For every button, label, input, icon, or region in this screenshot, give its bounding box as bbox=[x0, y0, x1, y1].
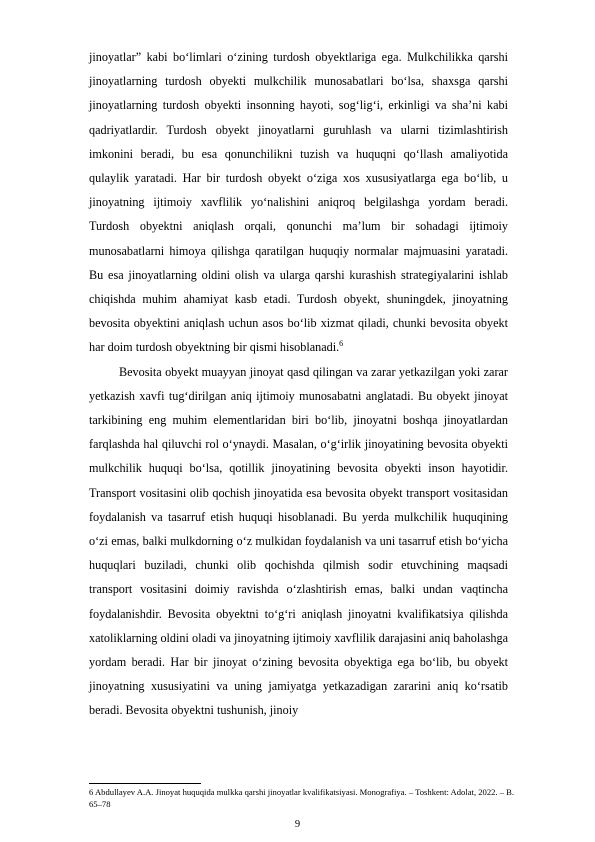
footnote-reference[interactable]: 6 bbox=[339, 339, 344, 349]
footnote-number: 6 bbox=[89, 787, 94, 797]
paragraph-1-text: jinoyatlar” kabi bo‘limlari o‘zining turdosh obyektlariga ega. Mulkchilikka qarshi jinoyatlarning turdosh obyekti mulkchilik munosabatlari bo‘lsa, shaxsga qarshi jinoyatlarning turdosh obyekti insonning hayoti, sog‘lig‘i, erkinligi va sha’ni kabi qadriyatlardir. Turdosh obyekt jinoyatlarni guruhlash va ularni tizimlashtirish imkonini beradi, bu esa qonunchilikni tuzish va huquqni qo‘llash amaliyotida qulaylik yaratadi. Har bir turdosh obyekt o‘ziga xos xususiyatlarga ega bo‘lib, u jinoyatning ijtimoiy xavflilik yo‘nalishini aniqroq belgilashga yordam beradi. Turdosh obyektni aniqlash orqali, qonunchi ma’lum bir sohadagi ijtimoiy munosabatlarni himoya qilishga qaratilgan huquqiy normalar majmuasini yaratadi. Bu esa jinoyatlarning oldini olish va ularga qarshi kurashish strategiyalarini ishlab chiqishda muhim ahamiyat kasb etadi. Turdosh obyekt, shuningdek, jinoyatning bevosita obyektini aniqlash uchun asos bo‘lib xizmat qiladi, chunki bevosita obyekt har doim turdosh obyektning bir qismi hisoblanadi. bbox=[89, 50, 508, 355]
body-text bbox=[89, 45, 508, 723]
page-number: 9 bbox=[294, 819, 301, 830]
paragraph-1 bbox=[89, 45, 508, 360]
footnote-text: Abdullayev A.A. Jinoyat huquqida mulkka qarshi jinoyatlar kvalifikatsiyasi. Monografiya. – Toshkent: Adolat, 2022. – B. 65–78 bbox=[89, 787, 515, 809]
paragraph-2 bbox=[89, 360, 508, 723]
footnote bbox=[89, 786, 529, 810]
footnote-separator bbox=[89, 783, 201, 784]
paragraph-2-text: Bevosita obyekt muayyan jinoyat qasd qilingan va zarar yetkazilgan yoki zarar yetkazish xavfi tug‘dirilgan aniq ijtimoiy munosabatni anglatadi. Bu obyekt jinoyat tarkibining eng muhim elementlaridan biri bo‘lib, jinoyatni boshqa jinoyatlardan farqlashda hal qiluvchi rol o‘ynaydi. Masalan, o‘g‘irlik jinoyatining bevosita obyekti mulkchilik huquqi bo‘lsa, qotillik jinoyatining bevosita obyekti inson hayotidir. Transport vositasini olib qochish jinoyatida esa bevosita obyekt transport vositasidan foydalanish va tasarruf etish huquqi hisoblanadi. Bu yerda mulkchilik huquqining o‘zi emas, balki mulkdorning o‘z mulkidan foydalanish va uni tasarruf etish bo‘yicha huquqlari buziladi, chunki olib qochishda qilmish sodir etuvchining maqsadi transport vositasini doimiy ravishda o‘zlashtirish emas, balki undan vaqtincha foydalanishdir. Bevosita obyektni to‘g‘ri aniqlash jinoyatni kvalifikatsiya qilishda xatoliklarning oldini oladi va jinoyatning ijtimoiy xavflilik darajasini aniq baholashga yordam beradi. Har bir jinoyat o‘zining bevosita obyektiga ega bo‘lib, bu obyekt jinoyatning xususiyatini va uning jamiyatga yetkazadigan zararini aniq ko‘rsatib beradi. Bevosita obyektni tushunish, jinoiy bbox=[89, 364, 508, 718]
